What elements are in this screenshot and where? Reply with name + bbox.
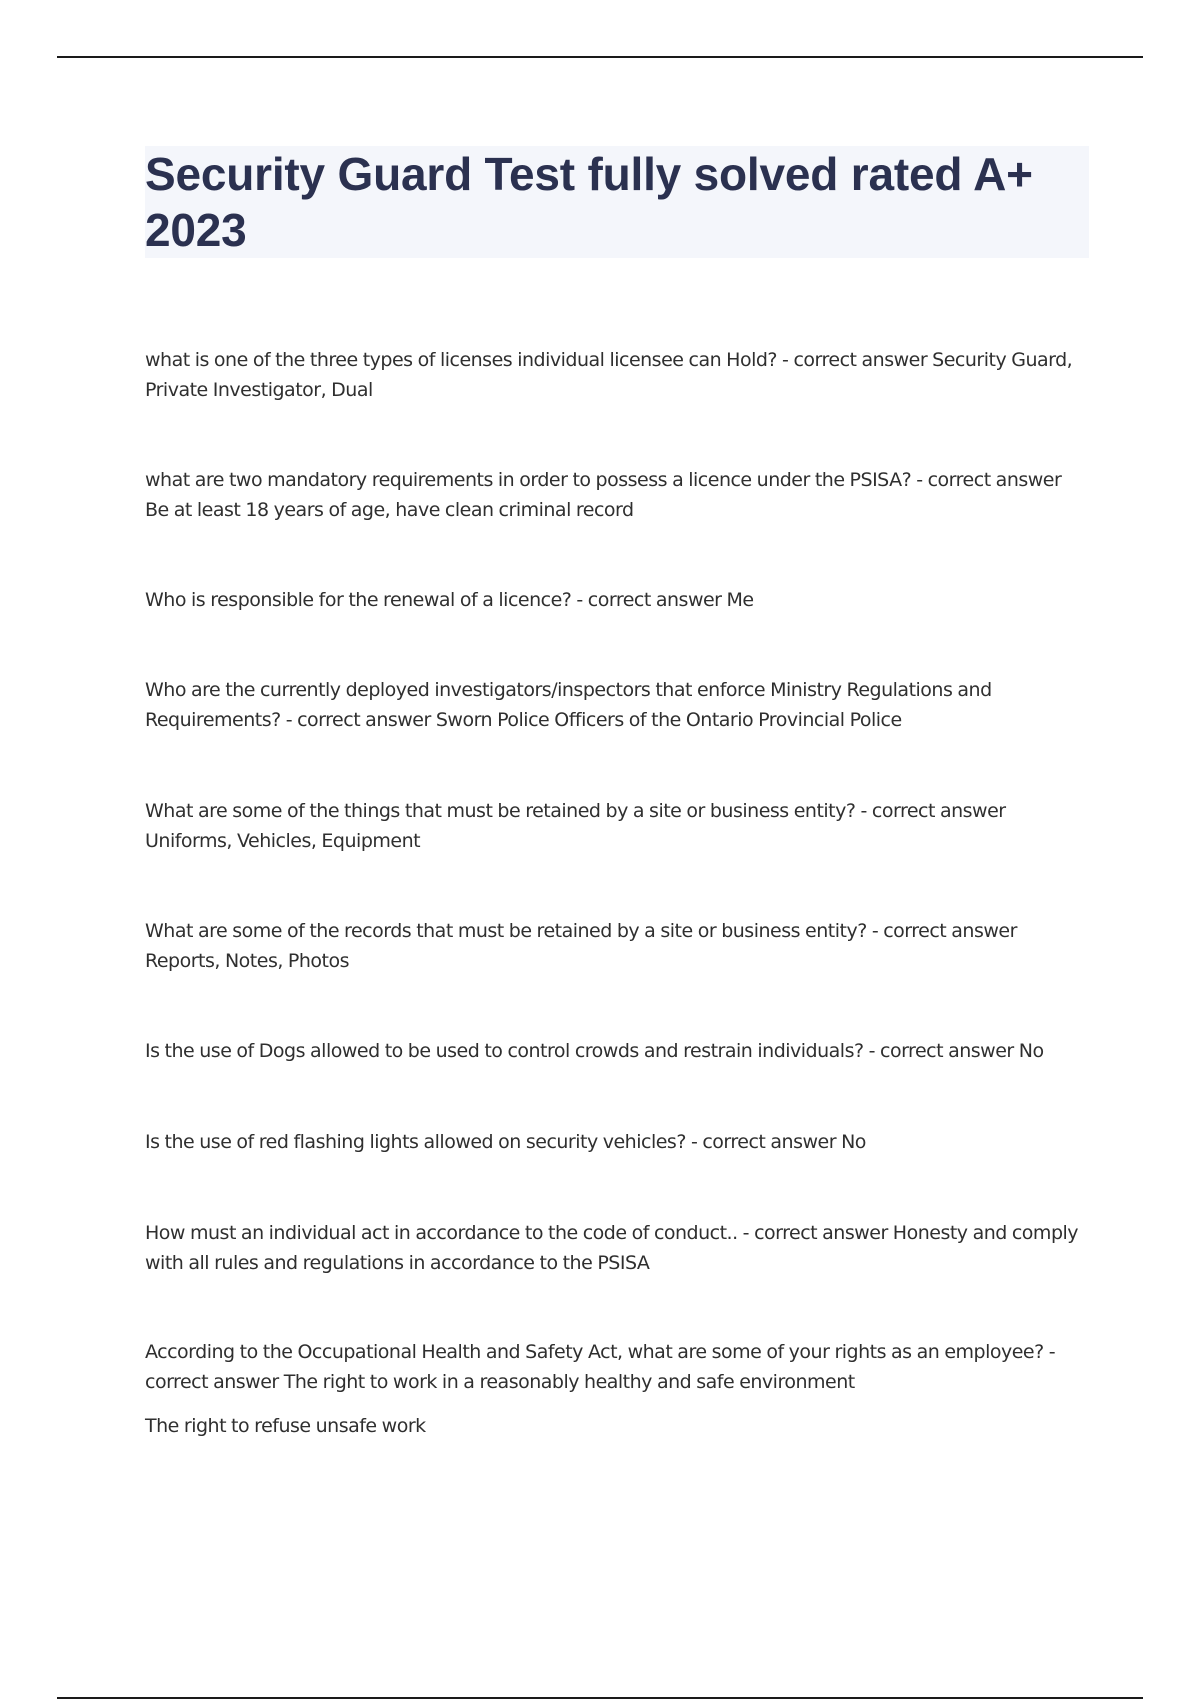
qa-text: what is one of the three types of licenses individual licensee can Hold? - correct answer Security Guard, Private Investigator, Dual: [145, 349, 1073, 401]
qa-text: How must an individual act in accordance to the code of conduct.. - correct answer Honesty and comply with all rules and regulations in accordance to the PSISA: [145, 1222, 1079, 1274]
qa-text: What are some of the records that must be retained by a site or business entity? - correct answer Reports, Notes, Photos: [145, 920, 1017, 972]
qa-item: [145, 1218, 1089, 1278]
qa-item: [145, 1036, 1089, 1066]
qa-item: [145, 1127, 1089, 1157]
qa-item: [145, 1337, 1089, 1441]
qa-item: [145, 675, 1089, 735]
qa-text: According to the Occupational Health and Safety Act, what are some of your rights as an employee? - correct answer The right to work in a reasonably healthy and safe environment: [145, 1341, 1056, 1393]
document-title: Security Guard Test fully solved rated A+ 2023: [145, 148, 1033, 256]
qa-item: [145, 465, 1089, 525]
qa-item: [145, 345, 1089, 405]
qa-text: Who are the currently deployed investigators/inspectors that enforce Ministry Regulations and Requirements? - correct answer Sworn Police Officers of the Ontario Provincial Police: [145, 679, 992, 731]
bottom-divider: [57, 1697, 1143, 1699]
qa-item: [145, 585, 1089, 615]
qa-text: Who is responsible for the renewal of a licence? - correct answer Me: [145, 589, 754, 611]
qa-text: Is the use of Dogs allowed to be used to control crowds and restrain individuals? - correct answer No: [145, 1040, 1044, 1062]
title-banner: [145, 146, 1089, 258]
top-divider: [57, 56, 1143, 58]
qa-item: [145, 916, 1089, 976]
qa-text: What are some of the things that must be retained by a site or business entity? - correct answer Uniforms, Vehicles, Equipment: [145, 800, 1006, 852]
qa-text: Is the use of red flashing lights allowed on security vehicles? - correct answer No: [145, 1131, 866, 1153]
qa-text: what are two mandatory requirements in order to possess a licence under the PSISA? - correct answer Be at least 18 years of age, have clean criminal record: [145, 469, 1062, 521]
qa-item: [145, 796, 1089, 856]
qa-extra-text: The right to refuse unsafe work: [145, 1415, 426, 1437]
